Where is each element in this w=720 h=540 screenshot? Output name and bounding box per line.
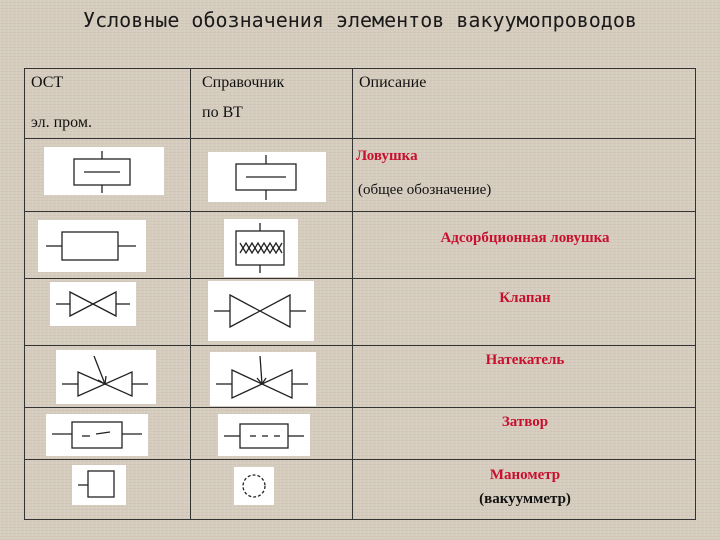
- square-symbol-ost: [72, 465, 126, 505]
- dashed-circle-symbol-ref: [234, 467, 274, 505]
- legend-table: [24, 68, 696, 520]
- leak-valve-symbol-ref: [210, 352, 316, 406]
- column-divider: [352, 68, 353, 520]
- header-reference: Справочник: [202, 74, 285, 91]
- table-border-bottom: [24, 519, 696, 520]
- gate-symbol-ref: [218, 414, 310, 456]
- item-name-trap: Ловушка: [356, 148, 418, 164]
- row-divider: [24, 138, 696, 139]
- gate-symbol-ost: [46, 414, 148, 456]
- valve-symbol-ref: [208, 281, 314, 341]
- item-name-pressure-gauge: Манометр: [489, 467, 561, 483]
- row-divider: [24, 211, 696, 212]
- row-divider: [24, 345, 696, 346]
- item-note-trap: (общее обозначение): [358, 182, 492, 198]
- header-description: Описание: [359, 74, 427, 91]
- item-name-leak-valve: Натекатель: [485, 352, 565, 368]
- item-name-adsorption-trap: Адсорбционная ловушка: [440, 230, 610, 246]
- item-note-pressure-gauge: (вакуумметр): [479, 491, 571, 507]
- rectangle-symbol-ost: [38, 220, 146, 272]
- trap-symbol-ref: [208, 152, 326, 202]
- item-name-valve: Клапан: [499, 290, 551, 306]
- row-divider: [24, 278, 696, 279]
- item-name-gate: Затвор: [501, 414, 549, 430]
- row-divider: [24, 459, 696, 460]
- header-ost: ОСТ: [31, 74, 64, 91]
- trap-symbol-ost: [44, 147, 164, 195]
- table-border-top: [24, 68, 696, 69]
- table-border-left: [24, 68, 25, 520]
- leak-valve-symbol-ost: [56, 350, 156, 404]
- adsorption-trap-symbol-ref: [224, 219, 298, 277]
- row-divider: [24, 407, 696, 408]
- header-reference-sub: по ВТ: [202, 104, 243, 121]
- header-ost-sub: эл. пром.: [31, 114, 92, 131]
- valve-symbol-ost: [50, 282, 136, 326]
- page-title: Условные обозначения элементов вакуумопроводов: [83, 8, 637, 32]
- column-divider: [190, 68, 191, 520]
